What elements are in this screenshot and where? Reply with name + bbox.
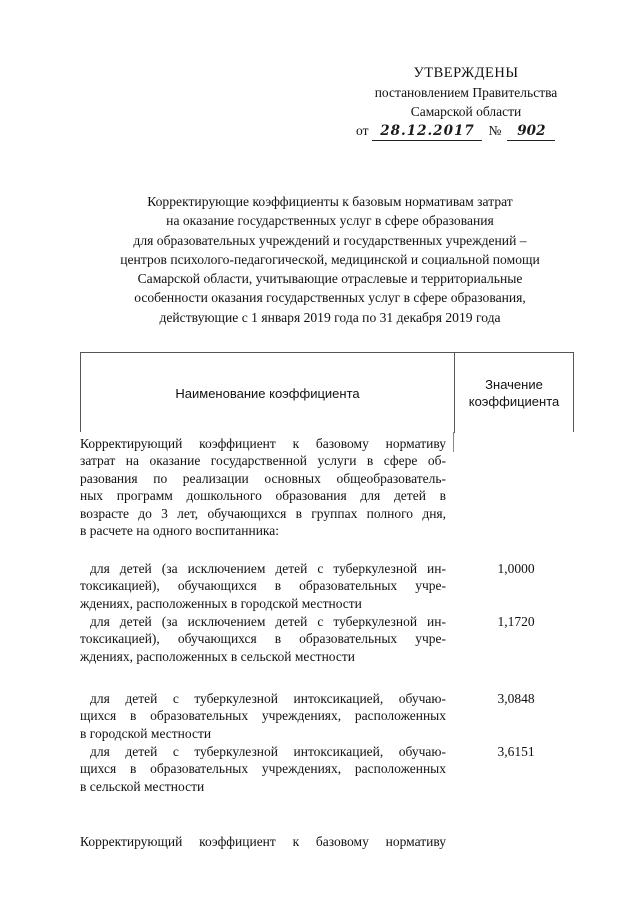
- row-value: 1,1720: [497, 614, 535, 629]
- row-line: для детей (за исключением детей с туберкулезной ин-: [90, 561, 446, 576]
- row-line: токсикацией), обучающихся в образовательных учре-: [80, 578, 446, 594]
- title-line: действующие с 1 января 2019 года по 31 декабря 2019 года: [159, 309, 501, 325]
- row-value: 3,6151: [497, 744, 535, 759]
- table-row: [80, 743, 446, 795]
- coefficient-intro: [80, 435, 446, 539]
- table-row: [80, 690, 446, 742]
- table-header: [80, 352, 574, 432]
- approval-from-prefix: от: [356, 123, 369, 138]
- intro-line: Корректирующий коэффициент к базовому нормативу: [80, 436, 446, 451]
- col-header-value-line-1: Значение: [485, 377, 543, 392]
- intro-line: разования по реализации основных общеобразователь-: [80, 470, 446, 486]
- col-header-name: Наименование коэффициента: [81, 353, 455, 433]
- title-line: на оказание государственных услуг в сфере образования: [166, 213, 494, 229]
- row-line: для детей (за исключением детей с туберкулезной ин-: [90, 614, 446, 629]
- title-line: центров психолого-педагогической, медицинской и социальной помощи: [120, 251, 540, 267]
- approval-line-1: постановлением Правительства: [374, 85, 558, 100]
- row-line: для детей с туберкулезной интоксикацией, обучаю-: [90, 744, 446, 759]
- handwritten-date: 28.12.2017: [372, 123, 482, 141]
- col-header-value-line-2: коэффициента: [468, 394, 560, 409]
- intro-line: ных программ дошкольного образования для детей в: [80, 488, 446, 504]
- intro-line: затрат на оказание государственной услуги в сфере об-: [80, 453, 446, 469]
- row-value: 1,0000: [497, 561, 535, 576]
- approval-date-number-line: [356, 121, 576, 141]
- table-row: [80, 613, 446, 665]
- approval-heading: УТВЕРЖДЕНЫ: [413, 65, 519, 81]
- row-line: для детей с туберкулезной интоксикацией, обучаю-: [90, 691, 446, 706]
- row-line: в сельской местности: [80, 778, 205, 794]
- row-line: щихся в образовательных учреждениях, расположенных: [80, 761, 446, 777]
- row-line: ждениях, расположенных в сельской местности: [80, 648, 356, 664]
- intro-line: возрасте до 3 лет, обучающихся в группах полного дня,: [80, 505, 446, 521]
- approval-line-2: Самарской области: [410, 104, 522, 119]
- document-title: [70, 192, 590, 327]
- handwritten-number: 902: [507, 123, 555, 141]
- approval-block: [356, 64, 576, 141]
- row-line: в городской местности: [80, 725, 212, 741]
- row-line: ждениях, расположенных в городской местности: [80, 595, 362, 611]
- intro-line: в расчете на одного воспитанника:: [80, 523, 280, 539]
- col-header-value: [455, 353, 573, 433]
- row-line: токсикацией), обучающихся в образовательных учре-: [80, 631, 446, 647]
- footer-line: Корректирующий коэффициент к базовому нормативу: [80, 834, 446, 849]
- title-line: Самарской области, учитывающие отраслевые и территориальные: [137, 271, 523, 287]
- title-line: Корректирующие коэффициенты к базовым нормативам затрат: [147, 194, 513, 209]
- column-divider: [453, 432, 454, 452]
- title-line: особенности оказания государственных услуг в сфере образования,: [134, 290, 526, 306]
- title-line: для образовательных учреждений и государственных учреждений –: [133, 232, 527, 248]
- next-coefficient: [80, 833, 446, 850]
- row-line: щихся в образовательных учреждениях, расположенных: [80, 708, 446, 724]
- approval-number-prefix: №: [488, 123, 502, 138]
- row-value: 3,0848: [497, 691, 535, 706]
- table-row: [80, 560, 446, 612]
